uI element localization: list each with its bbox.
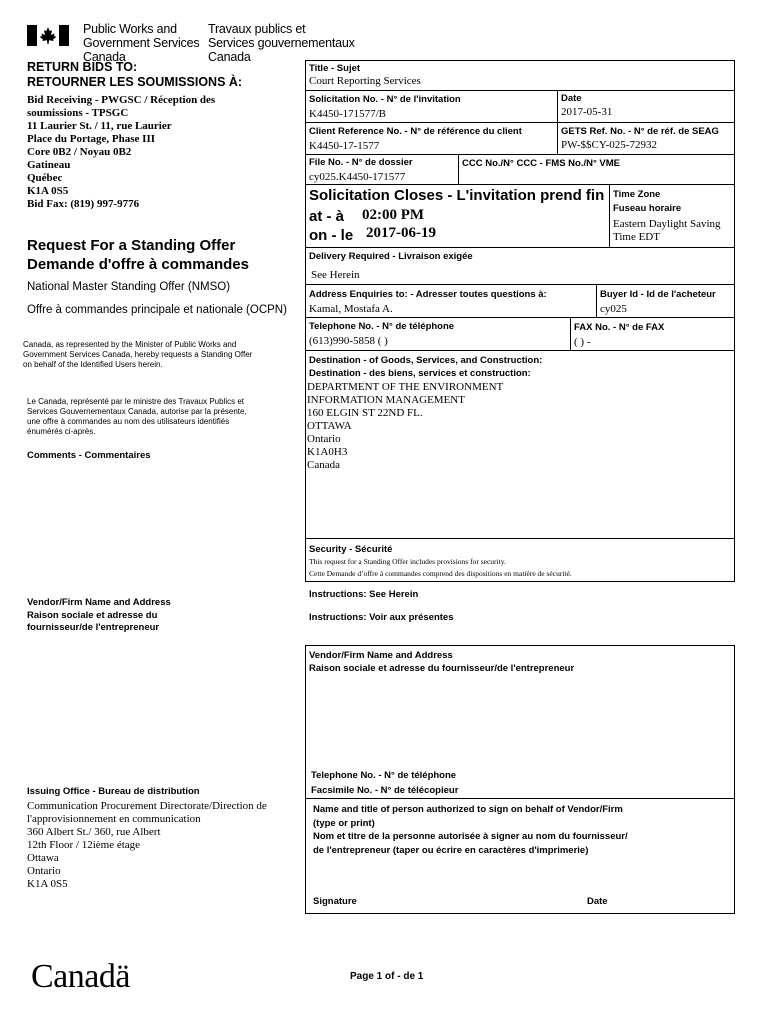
canada-flag-icon: [27, 25, 69, 46]
request-paragraph-fr: Le Canada, représenté par le ministre des Travaux Publics et Services Gouvernementaux Canada, autorise par la présente, une offre à commandes au nom des utilisateurs identifiés énumérés ci-après.: [27, 397, 247, 436]
telephone-label: Telephone No. - N° de téléphone: [309, 321, 455, 332]
ccc-number-label: CCC No./N° CCC - FMS No./N° VME: [462, 158, 621, 169]
vendor-facsimile-label: Facsimile No. - N° de télécopieur: [311, 785, 459, 796]
issuing-office-address: Communication Procurement Directorate/Direction de l'approvisionnement en communication 360 Albert St./ 360, rue Albert 12th Floor / 12ième étage Ottawa Ontario K1A 0S5: [27, 800, 267, 890]
request-paragraph-en: Canada, as represented by the Minister of Public Works and Government Services Canada, hereby requests a Standing Offer on behalf of the Identified Users herein.: [23, 340, 253, 369]
closing-time-value: 02:00 PM: [362, 207, 425, 223]
address-enquiries-value: Kamal, Mostafa A.: [309, 303, 393, 315]
solicitation-number-value: K4450-171577/B: [309, 108, 386, 120]
signature-date-label: Date: [587, 896, 608, 907]
request-title: Request For a Standing Offer Demande d'offre à commandes: [27, 237, 249, 273]
department-name-en: Public Works and Government Services Canada: [83, 22, 200, 64]
title-label: Title - Sujet: [309, 63, 361, 74]
telephone-value: (613)990-5858 ( ): [309, 335, 388, 347]
buyer-id-value: cy025: [600, 303, 627, 315]
comments-label: Comments - Commentaires: [27, 450, 151, 461]
title-value: Court Reporting Services: [309, 75, 421, 87]
authorized-person-field[interactable]: [308, 862, 732, 892]
address-enquiries-label: Address Enquiries to: - Adresser toutes questions à:: [309, 289, 547, 300]
return-bids-heading: RETURN BIDS TO: RETOURNER LES SOUMISSIONS À:: [27, 60, 243, 89]
time-zone-value: Eastern Daylight Saving Time EDT: [613, 218, 721, 243]
fax-label: FAX No. - N° de FAX: [574, 322, 665, 333]
time-zone-label-fr: Fuseau horaire: [613, 203, 682, 214]
page-number: Page 1 of - de 1: [350, 971, 424, 982]
authorized-person-label: Name and title of person authorized to sign on behalf of Vendor/Firm (type or print) Nom et titre de la personne autorisée à signer au nom du fournisseur/ de l'entrepreneur (taper ou écrire en caractères d'imprimerie): [313, 804, 628, 856]
ocpn-line: Offre à commandes principale et nationale (OCPN): [27, 304, 287, 316]
destination-address: DEPARTMENT OF THE ENVIRONMENT INFORMATION MANAGEMENT 160 ELGIN ST 22ND FL. OTTAWA Ontario K1A0H3 Canada: [307, 381, 504, 471]
closing-date-value: 2017-06-19: [366, 225, 436, 241]
canada-wordmark: Canadä: [31, 958, 130, 995]
time-zone-label: Time Zone: [613, 189, 661, 200]
return-bids-address: Bid Receiving - PWGSC / Réception des soumissions - TPSGC 11 Laurier St. / 11, rue Laurier Place du Portage, Phase III Core 0B2 / Noyau 0B2 Gatineau Québec K1A 0S5 Bid Fax: (819) 997-9776: [27, 94, 216, 210]
vendor-name-label-fr: Raison sociale et adresse du fournisseur/de l'entrepreneur: [309, 663, 575, 674]
nmso-line: National Master Standing Offer (NMSO): [27, 281, 231, 293]
client-reference-value: K4450-17-1577: [309, 140, 380, 152]
file-number-label: File No. - N° de dossier: [309, 157, 413, 168]
client-reference-label: Client Reference No. - N° de référence du client: [309, 126, 522, 137]
department-name-fr: Travaux publics et Services gouvernementaux Canada: [208, 22, 355, 64]
fax-value: ( ) -: [574, 336, 591, 348]
destination-label-fr: Destination - des biens, services et construction:: [309, 368, 531, 379]
gets-reference-label: GETS Ref. No. - N° de réf. de SEAG: [561, 126, 719, 137]
delivery-required-label: Delivery Required - Livraison exigée: [309, 251, 473, 262]
solicitation-closes-label: Solicitation Closes - L'invitation prend fin: [309, 187, 605, 204]
security-text-en: This request for a Standing Offer includes provisions for security.: [309, 557, 506, 566]
vendor-name-field[interactable]: [308, 677, 732, 765]
destination-label-en: Destination - of Goods, Services, and Construction:: [309, 355, 543, 366]
security-text-fr: Cette Demande d’offre à commandes comprend des dispositions en matière de sécurité.: [309, 569, 572, 578]
date-value: 2017-05-31: [561, 106, 613, 118]
file-number-value: cy025.K4450-171577: [309, 171, 406, 183]
security-label: Security - Sécurité: [309, 544, 393, 555]
signature-label: Signature: [313, 896, 357, 907]
closing-date-label: on - le: [309, 227, 354, 244]
closing-time-label: at - à: [309, 208, 345, 225]
vendor-left-label: Vendor/Firm Name and Address Raison sociale et adresse du fournisseur/de l'entrepreneur: [27, 597, 171, 633]
vendor-name-label: Vendor/Firm Name and Address: [309, 650, 453, 661]
date-label: Date: [561, 93, 582, 104]
instructions-en: Instructions: See Herein: [309, 589, 419, 600]
delivery-required-value: See Herein: [311, 269, 360, 281]
instructions-fr: Instructions: Voir aux présentes: [309, 612, 454, 623]
issuing-office-label: Issuing Office - Bureau de distribution: [27, 786, 200, 797]
gets-reference-value: PW-$$CY-025-72932: [561, 139, 657, 151]
buyer-id-label: Buyer Id - Id de l'acheteur: [600, 289, 716, 300]
vendor-telephone-label: Telephone No. - N° de téléphone: [311, 770, 457, 781]
solicitation-number-label: Solicitation No. - N° de l'invitation: [309, 94, 461, 105]
